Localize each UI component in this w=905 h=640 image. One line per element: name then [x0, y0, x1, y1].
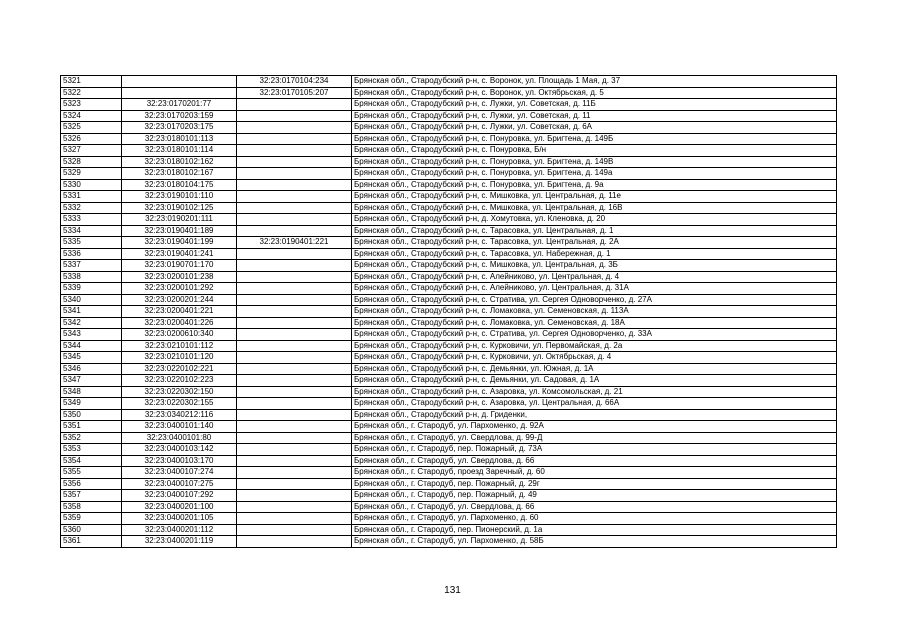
registry-table-body [61, 76, 837, 548]
table-row [61, 317, 837, 329]
cadastral-number-cell: 32:23:0170201:77 [122, 99, 237, 111]
row-number-cell: 5325 [61, 122, 122, 134]
row-number-cell: 5351 [61, 421, 122, 433]
table-row [61, 248, 837, 260]
table-row [61, 294, 837, 306]
row-number-cell: 5357 [61, 490, 122, 502]
address-cell: Брянская обл., г. Стародуб, ул. Свердлова, д. 66 [352, 455, 837, 467]
linked-cadastral-number-cell [237, 225, 352, 237]
address-cell: Брянская обл., Стародубский р-н, с. Тарасовка, ул. Набережная, д. 1 [352, 248, 837, 260]
table-row [61, 444, 837, 456]
address-cell: Брянская обл., Стародубский р-н, с. Лужки, ул. Советская, д. 11 [352, 110, 837, 122]
address-cell: Брянская обл., г. Стародуб, ул. Пархоменко, д. 58Б [352, 536, 837, 548]
linked-cadastral-number-cell [237, 145, 352, 157]
table-row [61, 168, 837, 180]
cadastral-number-cell [122, 87, 237, 99]
linked-cadastral-number-cell [237, 455, 352, 467]
table-row [61, 237, 837, 249]
row-number-cell: 5331 [61, 191, 122, 203]
address-cell: Брянская обл., Стародубский р-н, с. Тарасовка, ул. Центральная, д. 1 [352, 225, 837, 237]
cadastral-number-cell: 32:23:0400103:142 [122, 444, 237, 456]
row-number-cell: 5324 [61, 110, 122, 122]
address-cell: Брянская обл., г. Стародуб, проезд Заречный, д. 60 [352, 467, 837, 479]
address-cell: Брянская обл., г. Стародуб, пер. Пожарный, д. 73А [352, 444, 837, 456]
row-number-cell: 5339 [61, 283, 122, 295]
cadastral-number-cell: 32:23:0180102:167 [122, 168, 237, 180]
table-row [61, 87, 837, 99]
address-cell: Брянская обл., Стародубский р-н, с. Понуровка, ул. Бригтена, д. 149Б [352, 133, 837, 145]
row-number-cell: 5338 [61, 271, 122, 283]
table-row [61, 122, 837, 134]
table-row [61, 225, 837, 237]
address-cell: Брянская обл., Стародубский р-н, с. Азаровка, ул. Центральная, д. 66А [352, 398, 837, 410]
cadastral-number-cell: 32:23:0190701:170 [122, 260, 237, 272]
row-number-cell: 5335 [61, 237, 122, 249]
linked-cadastral-number-cell [237, 363, 352, 375]
row-number-cell: 5327 [61, 145, 122, 157]
cadastral-number-cell: 32:23:0400201:100 [122, 501, 237, 513]
address-cell: Брянская обл., Стародубский р-н, д. Хомутовка, ул. Кленовка, д. 20 [352, 214, 837, 226]
linked-cadastral-number-cell [237, 501, 352, 513]
address-cell: Брянская обл., Стародубский р-н, с. Азаровка, ул. Комсомольская, д. 21 [352, 386, 837, 398]
table-row [61, 133, 837, 145]
table-row [61, 536, 837, 548]
linked-cadastral-number-cell [237, 398, 352, 410]
linked-cadastral-number-cell [237, 156, 352, 168]
row-number-cell: 5349 [61, 398, 122, 410]
linked-cadastral-number-cell [237, 191, 352, 203]
linked-cadastral-number-cell [237, 340, 352, 352]
address-cell: Брянская обл., Стародубский р-н, с. Тарасовка, ул. Центральная, д. 2А [352, 237, 837, 249]
address-cell: Брянская обл., г. Стародуб, пер. Пожарный, д. 29г [352, 478, 837, 490]
linked-cadastral-number-cell [237, 306, 352, 318]
address-cell: Брянская обл., Стародубский р-н, с. Алейниково, ул. Центральная, д. 4 [352, 271, 837, 283]
address-cell: Брянская обл., Стародубский р-н, с. Понуровка, Б/н [352, 145, 837, 157]
linked-cadastral-number-cell [237, 248, 352, 260]
table-row [61, 363, 837, 375]
linked-cadastral-number-cell [237, 271, 352, 283]
cadastral-number-cell: 32:23:0170203:175 [122, 122, 237, 134]
cadastral-number-cell [122, 76, 237, 88]
cadastral-number-cell: 32:23:0340212:116 [122, 409, 237, 421]
table-row [61, 99, 837, 111]
linked-cadastral-number-cell: 32:23:0190401:221 [237, 237, 352, 249]
address-cell: Брянская обл., Стародубский р-н, с. Стратива, ул. Сергея Одноворченко, д. 27А [352, 294, 837, 306]
row-number-cell: 5354 [61, 455, 122, 467]
cadastral-number-cell: 32:23:0200401:226 [122, 317, 237, 329]
linked-cadastral-number-cell [237, 133, 352, 145]
table-row [61, 145, 837, 157]
address-cell: Брянская обл., Стародубский р-н, д. Гриденки, [352, 409, 837, 421]
table-row [61, 421, 837, 433]
table-row [61, 306, 837, 318]
linked-cadastral-number-cell [237, 202, 352, 214]
address-cell: Брянская обл., г. Стародуб, ул. Пархоменко, д. 92А [352, 421, 837, 433]
address-cell: Брянская обл., Стародубский р-н, с. Алейниково, ул. Центральная, д. 31А [352, 283, 837, 295]
row-number-cell: 5321 [61, 76, 122, 88]
row-number-cell: 5343 [61, 329, 122, 341]
row-number-cell: 5345 [61, 352, 122, 364]
table-row [61, 478, 837, 490]
row-number-cell: 5350 [61, 409, 122, 421]
address-cell: Брянская обл., Стародубский р-н, с. Демьянки, ул. Южная, д. 1А [352, 363, 837, 375]
linked-cadastral-number-cell [237, 122, 352, 134]
cadastral-number-cell: 32:23:0200101:238 [122, 271, 237, 283]
address-cell: Брянская обл., Стародубский р-н, с. Лужки, ул. Советская, д. 6А [352, 122, 837, 134]
table-row [61, 179, 837, 191]
page-number: 131 [444, 585, 461, 596]
cadastral-number-cell: 32:23:0190401:241 [122, 248, 237, 260]
linked-cadastral-number-cell [237, 214, 352, 226]
row-number-cell: 5347 [61, 375, 122, 387]
cadastral-number-cell: 32:23:0190401:199 [122, 237, 237, 249]
linked-cadastral-number-cell [237, 329, 352, 341]
linked-cadastral-number-cell [237, 386, 352, 398]
registry-table [60, 75, 837, 548]
row-number-cell: 5328 [61, 156, 122, 168]
linked-cadastral-number-cell [237, 110, 352, 122]
row-number-cell: 5333 [61, 214, 122, 226]
row-number-cell: 5332 [61, 202, 122, 214]
address-cell: Брянская обл., Стародубский р-н, с. Мишковка, ул. Центральная, д. 3Б [352, 260, 837, 272]
row-number-cell: 5326 [61, 133, 122, 145]
address-cell: Брянская обл., г. Стародуб, ул. Свердлова, д. 99-Д [352, 432, 837, 444]
address-cell: Брянская обл., Стародубский р-н, с. Демьянки, ул. Садовая, д. 1А [352, 375, 837, 387]
table-row [61, 375, 837, 387]
row-number-cell: 5348 [61, 386, 122, 398]
linked-cadastral-number-cell [237, 179, 352, 191]
linked-cadastral-number-cell: 32:23:0170105:207 [237, 87, 352, 99]
table-row [61, 386, 837, 398]
row-number-cell: 5323 [61, 99, 122, 111]
linked-cadastral-number-cell [237, 524, 352, 536]
cadastral-number-cell: 32:23:0200201:244 [122, 294, 237, 306]
address-cell: Брянская обл., г. Стародуб, пер. Пионерский, д. 1а [352, 524, 837, 536]
row-number-cell: 5337 [61, 260, 122, 272]
linked-cadastral-number-cell: 32:23:0170104:234 [237, 76, 352, 88]
row-number-cell: 5353 [61, 444, 122, 456]
address-cell: Брянская обл., Стародубский р-н, с. Мишковка, ул. Центральная, д. 11е [352, 191, 837, 203]
address-cell: Брянская обл., Стародубский р-н, с. Понуровка, ул. Бригтена, д. 149В [352, 156, 837, 168]
cadastral-number-cell: 32:23:0400101:80 [122, 432, 237, 444]
linked-cadastral-number-cell [237, 536, 352, 548]
cadastral-number-cell: 32:23:0220302:155 [122, 398, 237, 410]
table-row [61, 260, 837, 272]
row-number-cell: 5344 [61, 340, 122, 352]
row-number-cell: 5322 [61, 87, 122, 99]
cadastral-number-cell: 32:23:0190401:189 [122, 225, 237, 237]
cadastral-number-cell: 32:23:0220302:150 [122, 386, 237, 398]
table-row [61, 271, 837, 283]
cadastral-number-cell: 32:23:0180101:114 [122, 145, 237, 157]
row-number-cell: 5360 [61, 524, 122, 536]
table-row [61, 467, 837, 479]
table-row [61, 76, 837, 88]
cadastral-number-cell: 32:23:0400201:112 [122, 524, 237, 536]
linked-cadastral-number-cell [237, 283, 352, 295]
row-number-cell: 5352 [61, 432, 122, 444]
cadastral-number-cell: 32:23:0200610:340 [122, 329, 237, 341]
cadastral-number-cell: 32:23:0400103:170 [122, 455, 237, 467]
cadastral-number-cell: 32:23:0400107:292 [122, 490, 237, 502]
address-cell: Брянская обл., Стародубский р-н, с. Понуровка, ул. Бригтена, д. 9а [352, 179, 837, 191]
linked-cadastral-number-cell [237, 375, 352, 387]
table-row [61, 329, 837, 341]
row-number-cell: 5330 [61, 179, 122, 191]
address-cell: Брянская обл., Стародубский р-н, с. Понуровка, ул. Бригтена, д. 149а [352, 168, 837, 180]
table-row [61, 214, 837, 226]
cadastral-number-cell: 32:23:0180101:113 [122, 133, 237, 145]
table-row [61, 110, 837, 122]
table-row [61, 501, 837, 513]
row-number-cell: 5334 [61, 225, 122, 237]
address-cell: Брянская обл., Стародубский р-н, с. Ломаковка, ул. Семеновская, д. 18А [352, 317, 837, 329]
cadastral-number-cell: 32:23:0400107:275 [122, 478, 237, 490]
linked-cadastral-number-cell [237, 421, 352, 433]
linked-cadastral-number-cell [237, 467, 352, 479]
linked-cadastral-number-cell [237, 444, 352, 456]
linked-cadastral-number-cell [237, 168, 352, 180]
row-number-cell: 5340 [61, 294, 122, 306]
row-number-cell: 5336 [61, 248, 122, 260]
cadastral-number-cell: 32:23:0220102:223 [122, 375, 237, 387]
table-row [61, 340, 837, 352]
table-row [61, 409, 837, 421]
table-row [61, 432, 837, 444]
cadastral-number-cell: 32:23:0180102:162 [122, 156, 237, 168]
table-row [61, 490, 837, 502]
address-cell: Брянская обл., Стародубский р-н, с. Курковичи, ул. Первомайская, д. 2а [352, 340, 837, 352]
linked-cadastral-number-cell [237, 317, 352, 329]
table-row [61, 398, 837, 410]
row-number-cell: 5341 [61, 306, 122, 318]
linked-cadastral-number-cell [237, 352, 352, 364]
row-number-cell: 5358 [61, 501, 122, 513]
row-number-cell: 5361 [61, 536, 122, 548]
cadastral-number-cell: 32:23:0220102:221 [122, 363, 237, 375]
address-cell: Брянская обл., г. Стародуб, пер. Пожарный, д. 49 [352, 490, 837, 502]
row-number-cell: 5329 [61, 168, 122, 180]
row-number-cell: 5346 [61, 363, 122, 375]
cadastral-number-cell: 32:23:0200101:292 [122, 283, 237, 295]
linked-cadastral-number-cell [237, 260, 352, 272]
address-cell: Брянская обл., Стародубский р-н, с. Мишковка, ул. Центральная, д. 16В [352, 202, 837, 214]
table-row [61, 156, 837, 168]
linked-cadastral-number-cell [237, 294, 352, 306]
table-row [61, 202, 837, 214]
address-cell: Брянская обл., Стародубский р-н, с. Лужки, ул. Советская, д. 11Б [352, 99, 837, 111]
address-cell: Брянская обл., г. Стародуб, ул. Пархоменко, д. 60 [352, 513, 837, 525]
cadastral-number-cell: 32:23:0400107:274 [122, 467, 237, 479]
table-row [61, 191, 837, 203]
address-cell: Брянская обл., г. Стародуб, ул. Свердлова, д. 66 [352, 501, 837, 513]
cadastral-number-cell: 32:23:0190102:125 [122, 202, 237, 214]
cadastral-number-cell: 32:23:0210101:112 [122, 340, 237, 352]
table-row [61, 283, 837, 295]
row-number-cell: 5356 [61, 478, 122, 490]
address-cell: Брянская обл., Стародубский р-н, с. Воронок, ул. Площадь 1 Мая, д. 37 [352, 76, 837, 88]
cadastral-number-cell: 32:23:0210101:120 [122, 352, 237, 364]
linked-cadastral-number-cell [237, 513, 352, 525]
cadastral-number-cell: 32:23:0170203:159 [122, 110, 237, 122]
address-cell: Брянская обл., Стародубский р-н, с. Воронок, ул. Октябрьская, д. 5 [352, 87, 837, 99]
linked-cadastral-number-cell [237, 490, 352, 502]
table-row [61, 352, 837, 364]
cadastral-number-cell: 32:23:0400201:105 [122, 513, 237, 525]
cadastral-number-cell: 32:23:0180104:175 [122, 179, 237, 191]
row-number-cell: 5342 [61, 317, 122, 329]
cadastral-number-cell: 32:23:0400201:119 [122, 536, 237, 548]
cadastral-number-cell: 32:23:0200401:221 [122, 306, 237, 318]
address-cell: Брянская обл., Стародубский р-н, с. Стратива, ул. Сергея Одноворченко, д. 33А [352, 329, 837, 341]
row-number-cell: 5359 [61, 513, 122, 525]
cadastral-number-cell: 32:23:0190101:110 [122, 191, 237, 203]
table-row [61, 455, 837, 467]
linked-cadastral-number-cell [237, 478, 352, 490]
linked-cadastral-number-cell [237, 99, 352, 111]
table-row [61, 513, 837, 525]
linked-cadastral-number-cell [237, 432, 352, 444]
linked-cadastral-number-cell [237, 409, 352, 421]
cadastral-number-cell: 32:23:0400101:140 [122, 421, 237, 433]
table-row [61, 524, 837, 536]
address-cell: Брянская обл., Стародубский р-н, с. Курковичи, ул. Октябрьская, д. 4 [352, 352, 837, 364]
cadastral-number-cell: 32:23:0190201:111 [122, 214, 237, 226]
address-cell: Брянская обл., Стародубский р-н, с. Ломаковка, ул. Семеновская, д. 113А [352, 306, 837, 318]
row-number-cell: 5355 [61, 467, 122, 479]
